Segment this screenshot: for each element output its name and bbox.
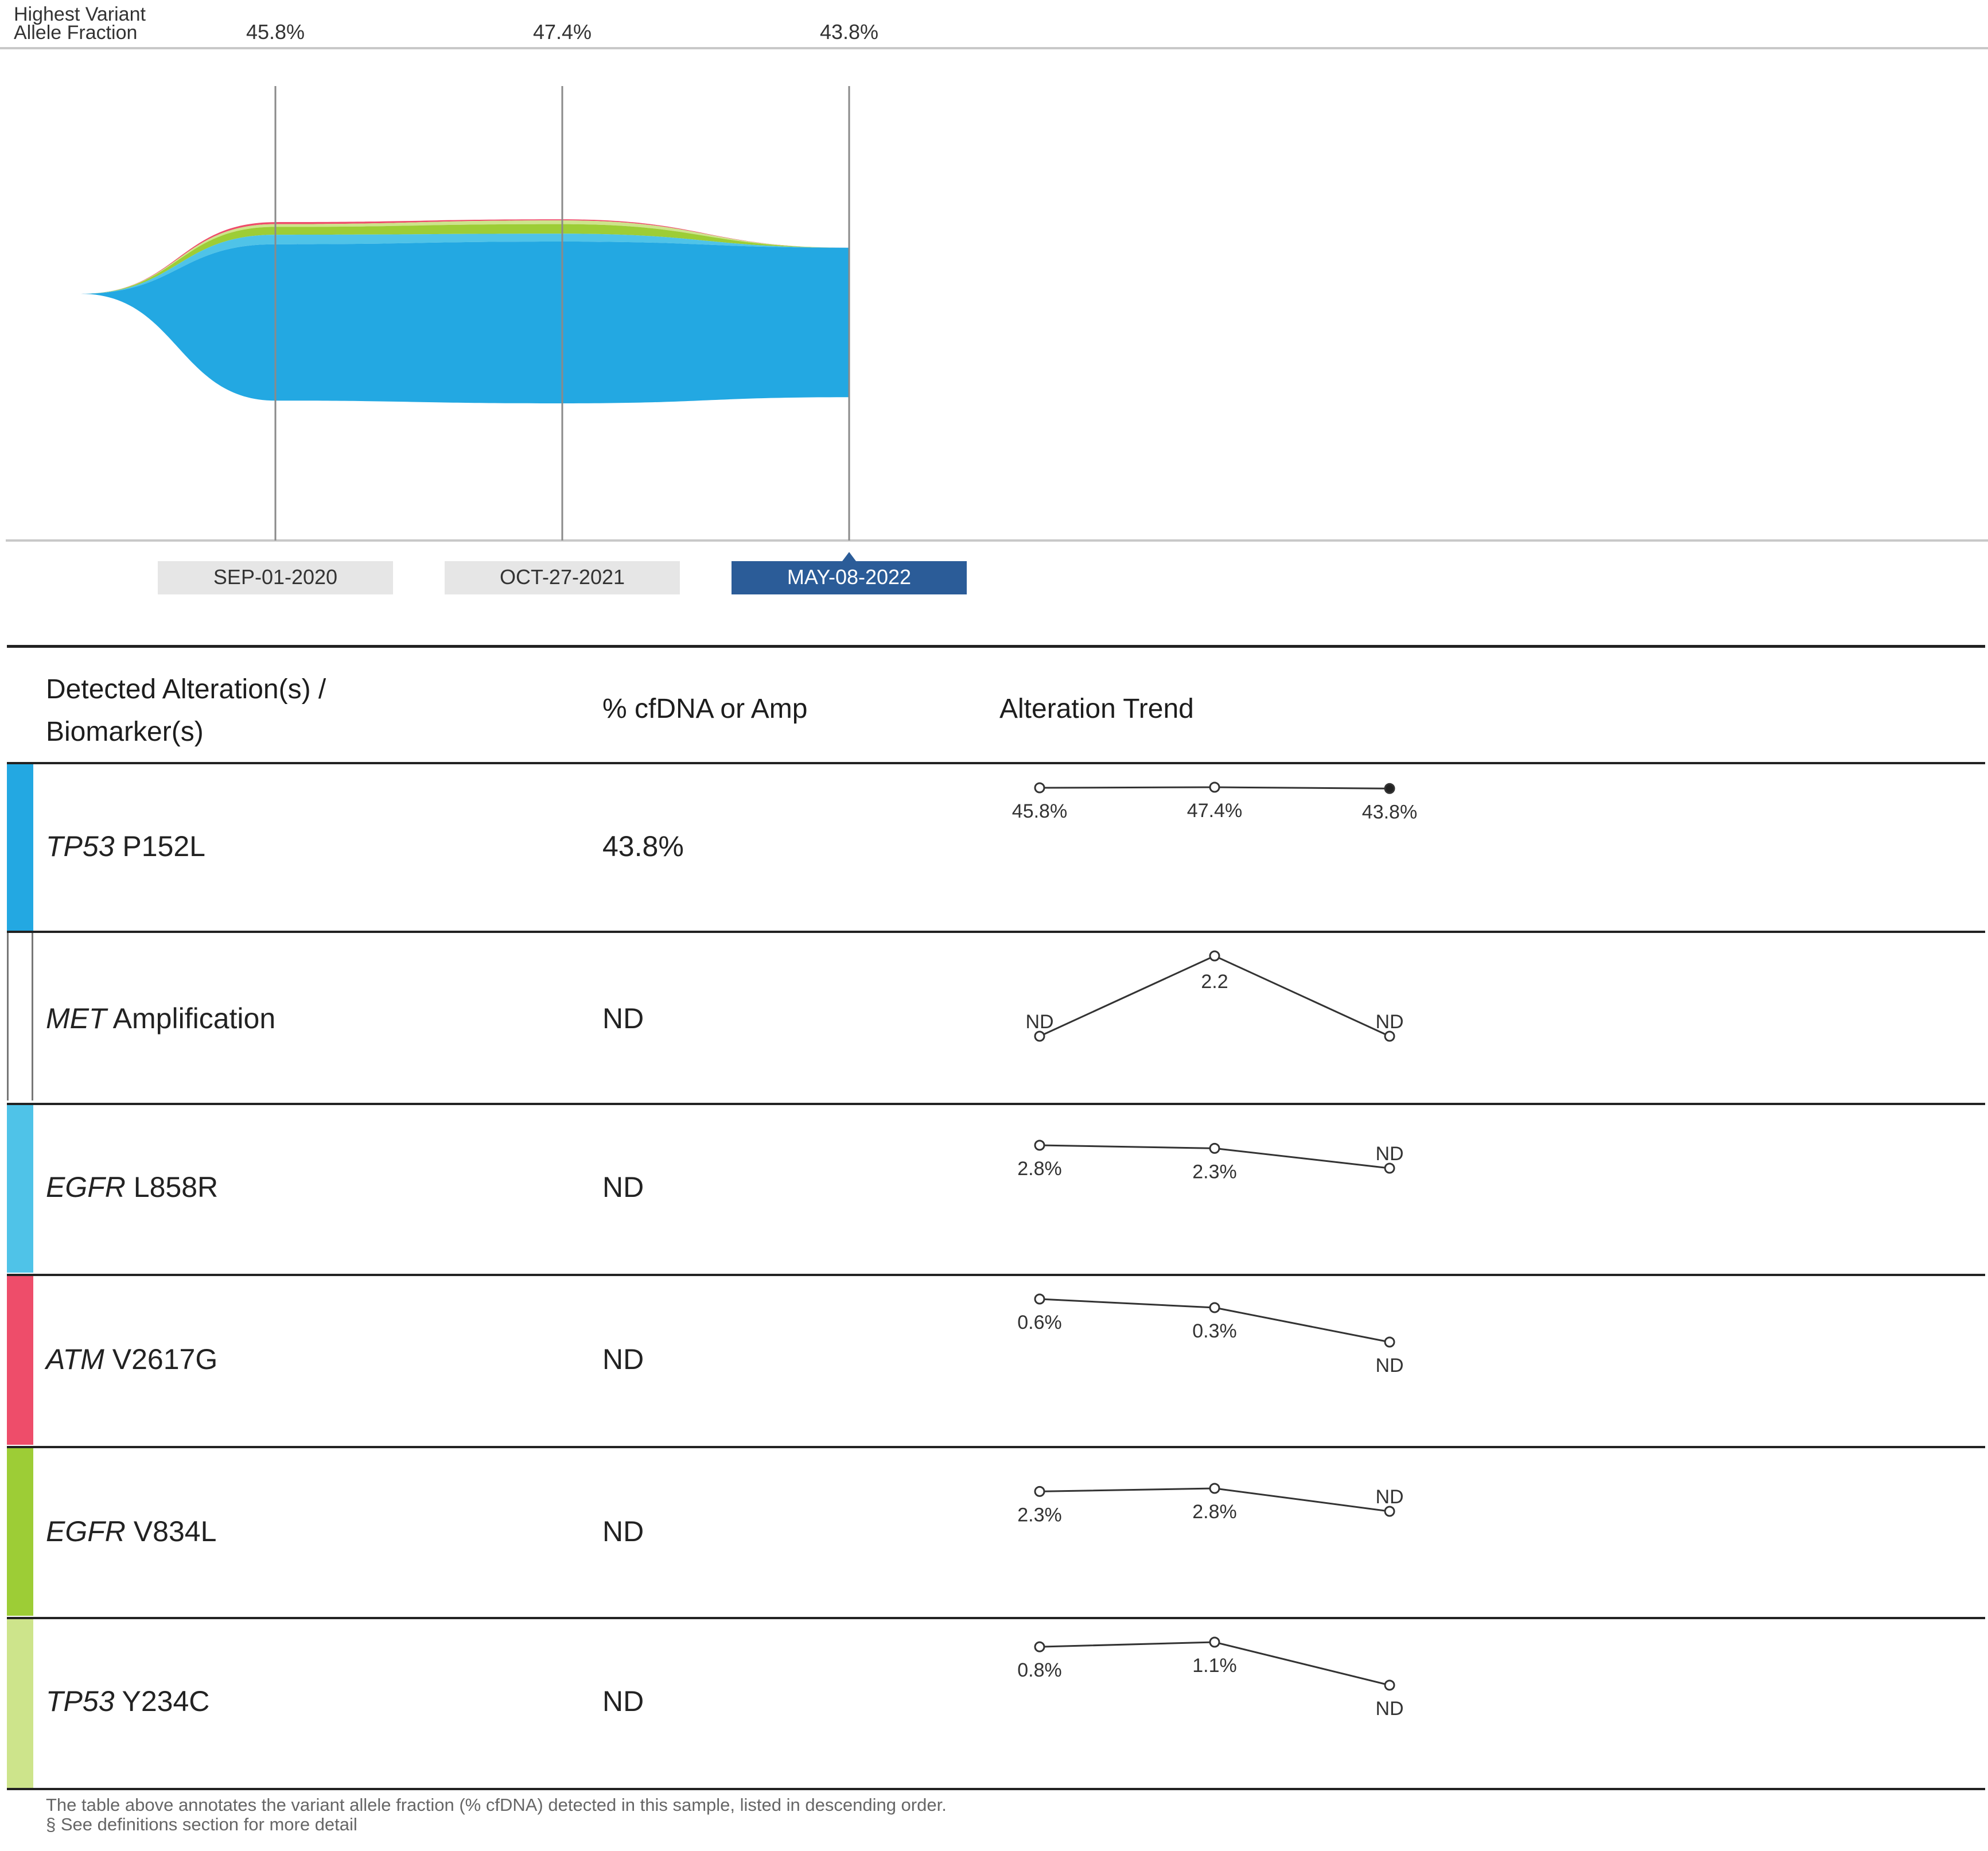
variant-name: Amplification — [106, 1002, 276, 1035]
cfdna-value: ND — [602, 1171, 644, 1203]
trend-point — [1210, 1638, 1219, 1647]
trend-point — [1385, 1681, 1394, 1690]
trend-point — [1035, 1294, 1044, 1304]
date-label: OCT-27-2021 — [499, 565, 625, 589]
cfdna-value: 43.8% — [602, 830, 684, 862]
top-value-label: 43.8% — [819, 20, 879, 44]
cfdna-value: ND — [602, 1343, 644, 1375]
trend-point-label: 2.2 — [1201, 971, 1228, 993]
gene-name: ATM — [46, 1343, 104, 1375]
gene-name: EGFR — [46, 1171, 126, 1203]
trend-point-label: ND — [1025, 1011, 1054, 1033]
trend-sparkline — [1017, 1484, 1403, 1526]
trend-point-label: 2.3% — [1192, 1161, 1237, 1183]
variant-name: P152L — [114, 830, 205, 862]
variant-name: L858R — [125, 1171, 219, 1203]
trend-sparkline — [1017, 1638, 1403, 1720]
trend-sparkline — [1025, 951, 1403, 1041]
header-trend: Alteration Trend — [999, 694, 1194, 724]
trend-point-label: 45.8% — [1011, 800, 1068, 823]
trend-point — [1035, 1642, 1044, 1651]
trend-sparkline — [1012, 783, 1417, 823]
gene-name: TP53 — [46, 830, 115, 862]
variant-name: V834L — [125, 1515, 217, 1547]
trend-point-label: 1.1% — [1192, 1655, 1237, 1677]
trend-point — [1385, 784, 1394, 793]
trend-point — [1385, 1164, 1394, 1173]
trend-point-label: 2.8% — [1017, 1158, 1062, 1180]
header-alteration-line1: Detected Alteration(s) / — [46, 674, 326, 705]
trend-point-label: 47.4% — [1186, 800, 1243, 822]
date-label: SEP-01-2020 — [213, 565, 338, 589]
trend-point — [1210, 951, 1219, 961]
gene-name: MET — [46, 1002, 107, 1035]
cfdna-value: ND — [602, 1515, 644, 1547]
trend-point-label: ND — [1375, 1355, 1404, 1376]
trend-point-label: ND — [1375, 1486, 1404, 1508]
trend-point — [1210, 1144, 1219, 1153]
header-alteration-line2: Biomarker(s) — [46, 717, 204, 747]
y-axis-label-line: Highest Variant — [14, 3, 146, 25]
trend-point — [1385, 1032, 1394, 1041]
cfdna-value: ND — [602, 1002, 644, 1035]
trend-point-label: 0.6% — [1017, 1312, 1062, 1333]
trend-point-label: 2.8% — [1192, 1501, 1237, 1523]
trend-point-label: 43.8% — [1361, 801, 1418, 823]
variant-name: V2617G — [104, 1343, 218, 1375]
trend-point — [1385, 1507, 1394, 1516]
footnote-line1: The table above annotates the variant allele fraction (% cfDNA) detected in this sample, listed in descending order. — [46, 1795, 947, 1815]
trend-point-label: 0.3% — [1192, 1320, 1237, 1342]
trend-point-label: 2.3% — [1017, 1504, 1062, 1526]
top-value-label: 47.4% — [532, 20, 592, 44]
trend-line — [1040, 956, 1390, 1036]
date-label: MAY-08-2022 — [787, 565, 912, 589]
variant-name: Y234C — [114, 1685, 210, 1717]
trend-sparkline — [1017, 1141, 1403, 1183]
trend-point-label: ND — [1375, 1011, 1404, 1033]
trend-point — [1210, 783, 1219, 792]
trend-point — [1385, 1337, 1394, 1347]
trend-point — [1035, 1487, 1044, 1496]
trend-sparkline — [1017, 1294, 1403, 1376]
trend-point-label: ND — [1375, 1143, 1404, 1165]
trend-point — [1210, 1303, 1219, 1312]
trend-point — [1035, 783, 1044, 792]
trend-point — [1210, 1484, 1219, 1493]
header-cfdna: % cfDNA or Amp — [602, 694, 808, 724]
trend-point-label: ND — [1375, 1698, 1404, 1720]
trend-point — [1035, 1032, 1044, 1041]
trend-point — [1035, 1141, 1044, 1150]
gene-name: TP53 — [46, 1685, 115, 1717]
trend-point-label: 0.8% — [1017, 1659, 1062, 1682]
gene-name: EGFR — [46, 1515, 126, 1547]
cfdna-value: ND — [602, 1685, 644, 1717]
top-value-label: 45.8% — [246, 20, 305, 44]
y-axis-label-line: Allele Fraction — [14, 22, 138, 44]
footnote-line2: § See definitions section for more detail — [46, 1814, 357, 1834]
